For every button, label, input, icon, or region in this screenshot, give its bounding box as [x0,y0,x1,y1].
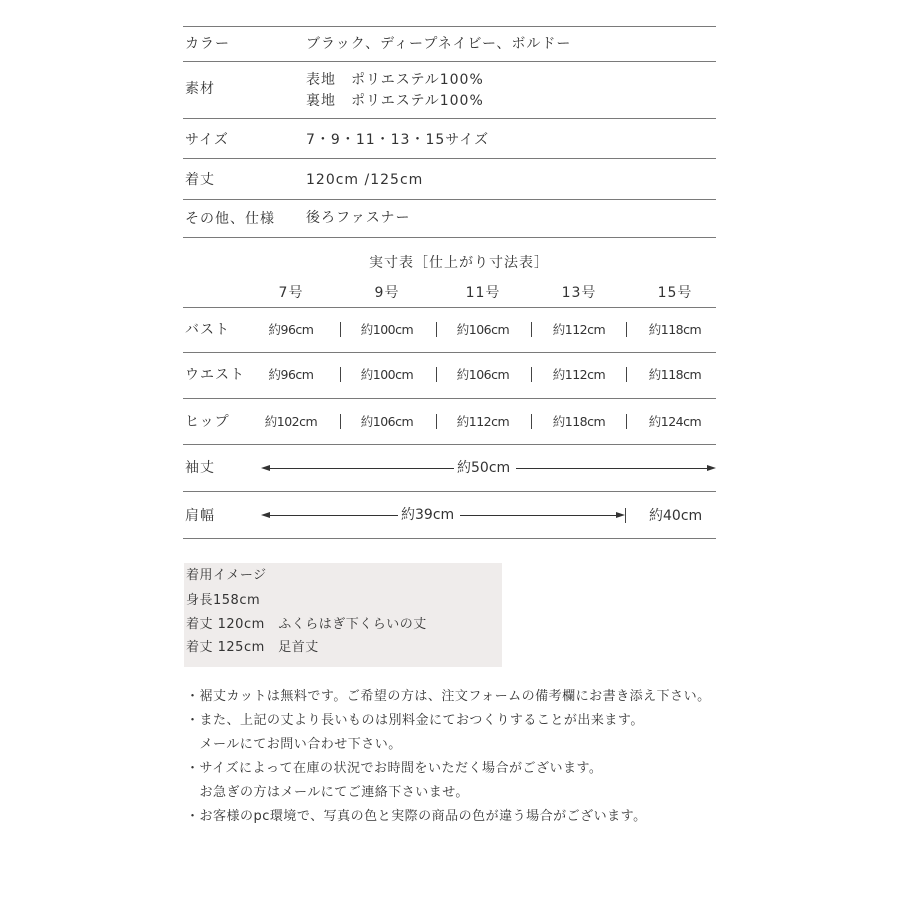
color-label: カラー [185,36,230,52]
wear-length-120: 着丈 120cm ふくらはぎ下くらいの丈 [186,617,427,632]
column-separator [626,414,627,429]
shoulder-value: 約39cm [401,507,455,523]
waist-value: 約106cm [456,367,510,382]
arrow-right-icon [707,465,716,471]
divider [183,237,716,238]
material-label: 素材 [185,81,215,97]
note-line: お急ぎの方はメールにてご連絡下さいませ。 [186,785,469,800]
divider [183,538,716,539]
divider [183,26,716,27]
material-outer: 表地 ポリエステル100% [306,72,484,88]
hip-value: 約102cm [264,414,318,429]
bust-value: 約112cm [552,322,606,337]
wear-length-125: 着丈 125cm 足首丈 [186,640,319,655]
size-header-13: 13号 [561,285,597,301]
size-header-11: 11号 [465,285,501,301]
waist-value: 約112cm [552,367,606,382]
size-header-9: 9号 [374,285,400,301]
waist-value: 約96cm [268,367,314,382]
bust-value: 約100cm [360,322,414,337]
waist-value: 約118cm [648,367,702,382]
hip-value: 約118cm [552,414,606,429]
divider [183,352,716,353]
shoulder-value-15: 約40cm [649,508,703,524]
other-value: 後ろファスナー [306,210,411,226]
waist-label: ウエスト [185,367,245,383]
column-separator [340,367,341,382]
size-header-7: 7号 [278,285,304,301]
size-label: サイズ [185,132,229,148]
column-separator [340,414,341,429]
divider [183,158,716,159]
arrow-line [268,515,398,516]
divider [183,491,716,492]
length-label: 着丈 [185,172,215,188]
hip-value: 約112cm [456,414,510,429]
divider [183,307,716,308]
column-separator [625,508,626,523]
divider [183,199,716,200]
length-value: 120cm /125cm [306,172,424,188]
size-header-15: 15号 [657,285,693,301]
material-lining: 裏地 ポリエステル100% [306,93,484,109]
column-separator [436,367,437,382]
column-separator [626,322,627,337]
bust-label: バスト [185,322,230,338]
hip-value: 約106cm [360,414,414,429]
waist-value: 約100cm [360,367,414,382]
column-separator [531,367,532,382]
divider [183,398,716,399]
color-value: ブラック、ディープネイビー、ボルドー [306,36,572,52]
bust-value: 約106cm [456,322,510,337]
sleeve-value: 約50cm [457,460,511,476]
note-line: ・サイズによって在庫の状況でお時間をいただく場合がございます。 [186,761,603,776]
arrow-line [268,468,454,469]
shoulder-label: 肩幅 [185,508,215,524]
wear-title: 着用イメージ [186,568,267,583]
column-separator [340,322,341,337]
measure-title: 実寸表［仕上がり寸法表］ [369,255,549,271]
column-separator [531,414,532,429]
size-value: 7・9・11・13・15サイズ [306,132,490,148]
note-line: ・また、上記の丈より長いものは別料金にておつくりすることが出来ます。 [186,713,644,728]
note-line: ・裾丈カットは無料です。ご希望の方は、注文フォームの備考欄にお書き添え下さい。 [186,689,711,704]
column-separator [531,322,532,337]
wear-height: 身長158cm [186,593,261,608]
column-separator [436,322,437,337]
column-separator [436,414,437,429]
hip-label: ヒップ [185,414,230,430]
bust-value: 約96cm [268,322,314,337]
bust-value: 約118cm [648,322,702,337]
divider [183,444,716,445]
arrow-right-icon [616,512,625,518]
sleeve-label: 袖丈 [185,460,215,476]
hip-value: 約124cm [648,414,702,429]
column-separator [626,367,627,382]
divider [183,61,716,62]
note-line: メールにてお問い合わせ下さい。 [186,737,402,752]
other-label: その他、仕様 [185,211,275,227]
divider [183,118,716,119]
arrow-line [516,468,708,469]
arrow-line [460,515,617,516]
note-line: ・お客様のpc環境で、写真の色と実際の商品の色が違う場合がございます。 [186,809,647,824]
